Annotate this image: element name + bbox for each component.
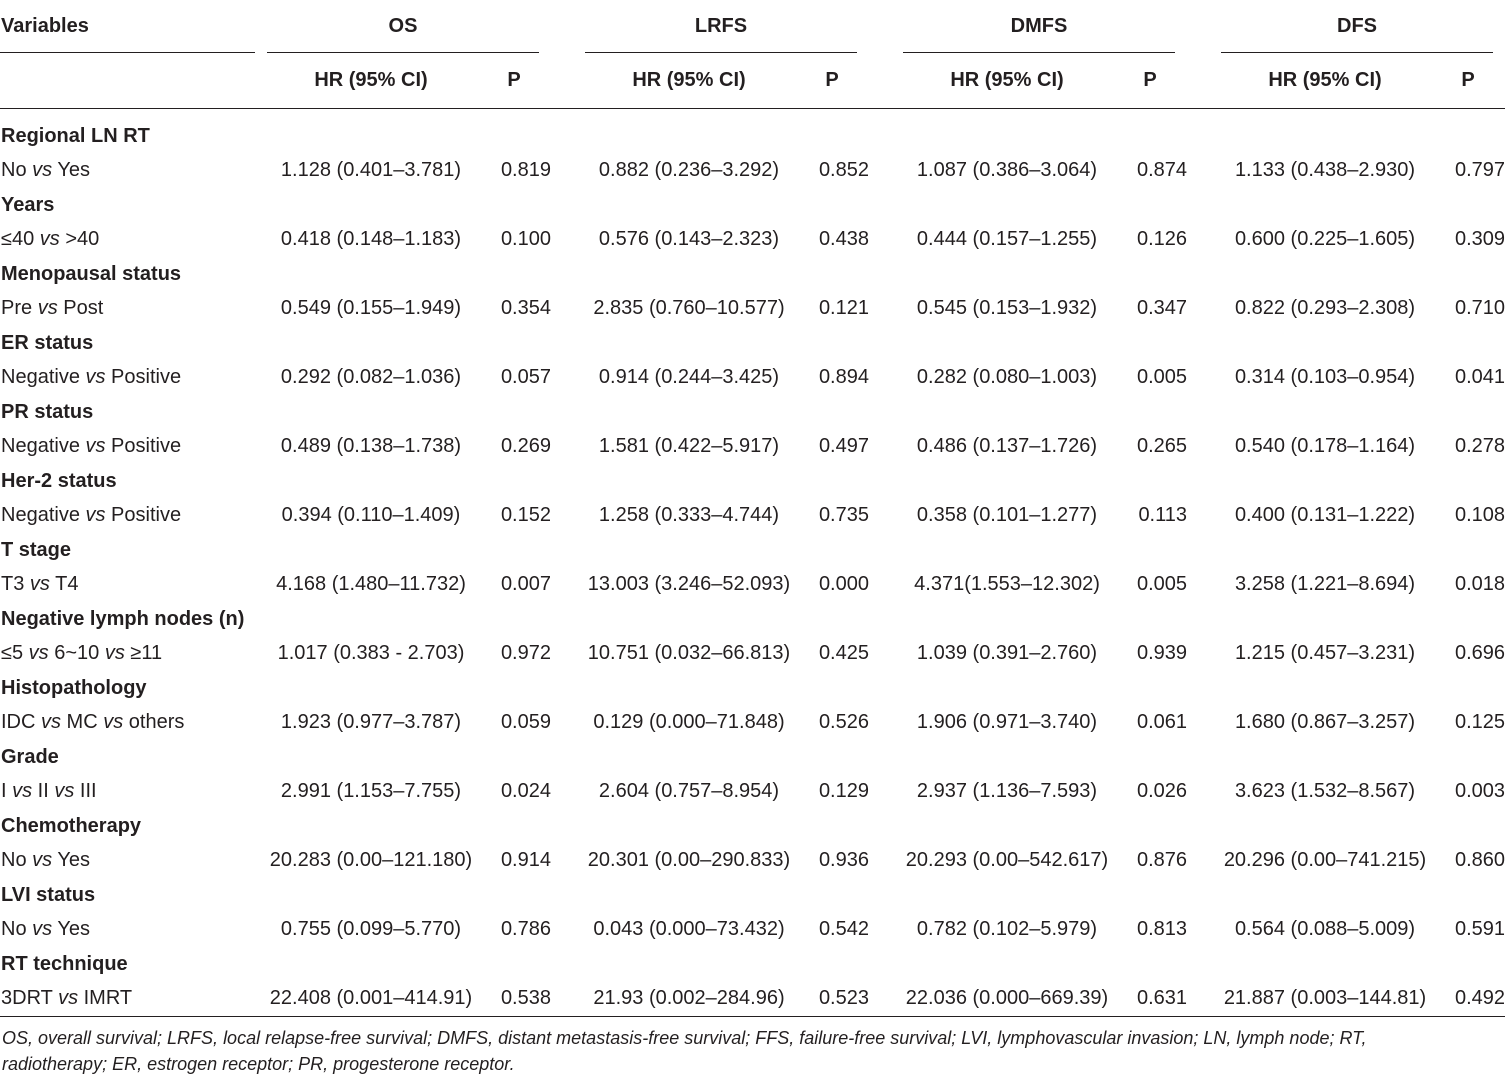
p-cell-lrfs: 0.000 [818,573,869,596]
p-cell-lrfs: 0.852 [818,159,869,182]
table-body [0,109,1505,1017]
group-gap [1187,844,1209,879]
category-row [0,326,1505,361]
p-cell-dfs: 0.696 [1454,642,1505,665]
group-gap [551,844,573,879]
hr-cell-dfs: 0.600 (0.225–1.605) [1234,228,1416,251]
hr-cell-dfs: 0.540 (0.178–1.164) [1234,435,1416,458]
hr-cell-dmfs: 1.906 (0.971–3.740) [916,711,1098,734]
group-gap [551,154,573,189]
category-label: Her-2 status [1,469,117,492]
p-cell-dmfs: 0.005 [1136,366,1188,389]
hr-cell-dmfs: 2.937 (1.136–7.593) [916,780,1098,803]
p-cell-dfs: 0.278 [1454,435,1505,458]
hr-cell-os: 0.394 (0.110–1.409) [281,504,461,527]
group-gap [551,637,573,672]
group-gap [551,499,573,534]
hr-cell-lrfs: 0.043 (0.000–73.432) [593,918,785,941]
category-label: Chemotherapy [1,814,142,837]
table-footnote: OS, overall survival; LRFS, local relapse-free survival; DMFS, distant metastasis-free survival; FFS, failure-free survival; LVI, lymphovascular invasion; LN, lymph node; RT, radiotherapy; ER, estrogen receptor; PR, progesterone receptor. [2,1028,1367,1074]
group-gap [869,775,891,810]
hr-cell-dfs: 1.133 (0.438–2.930) [1234,159,1416,182]
hr-cell-os: 1.923 (0.977–3.787) [280,711,462,734]
table-row [0,637,1505,672]
group-gap [551,706,573,741]
comparison-label: 3DRT vs IMRT [0,982,255,1017]
table-row [0,292,1505,327]
p-cell-dmfs: 0.265 [1136,435,1188,458]
table-row [0,775,1505,810]
hr-cell-dfs: 1.215 (0.457–3.231) [1234,642,1416,665]
group-gap [869,499,891,534]
hr-cell-lrfs: 0.576 (0.143–2.323) [598,228,780,251]
group-gap [1187,223,1209,258]
group-gap [869,637,891,672]
hr-cell-dmfs: 0.358 (0.101–1.277) [916,504,1098,527]
category-row [0,809,1505,844]
hr-cell-os: 1.017 (0.383 - 2.703) [277,642,465,665]
subheader-p-dfs: P [1431,53,1505,109]
hr-cell-lrfs: 2.835 (0.760–10.577) [593,297,785,320]
group-gap [869,568,891,603]
group-gap [551,0,573,53]
subheader-hr-os: HR (95% CI) [255,53,477,109]
category-row [0,257,1505,292]
table-header [0,0,1505,109]
p-cell-dfs: 0.492 [1431,982,1505,1017]
p-cell-os: 0.354 [500,297,551,320]
hr-cell-lrfs: 0.882 (0.236–3.292) [598,159,780,182]
group-gap [551,292,573,327]
hr-cell-dfs: 0.314 (0.103–0.954) [1234,366,1416,389]
comparison-label: Pre vs Post [1,297,104,320]
hr-cell-lrfs: 0.129 (0.000–71.848) [593,711,785,734]
group-gap [1187,430,1209,465]
p-cell-dfs: 0.309 [1454,228,1505,251]
hr-cell-dmfs: 1.087 (0.386–3.064) [916,159,1098,182]
table-row [0,499,1505,534]
p-cell-lrfs: 0.129 [818,780,869,803]
category-label: Regional LN RT [1,124,150,147]
p-cell-dmfs: 0.347 [1136,297,1188,320]
category-label: LVI status [1,883,96,906]
group-gap [551,568,573,603]
hr-cell-dmfs: 0.545 (0.153–1.932) [916,297,1098,320]
p-cell-lrfs: 0.526 [818,711,869,734]
header-row-subcolumns [0,53,1505,109]
hr-cell-dmfs: 0.282 (0.080–1.003) [916,366,1098,389]
group-gap [551,361,573,396]
category-label: PR status [1,400,94,423]
p-cell-os: 0.100 [500,228,551,251]
hr-cell-dmfs: 0.444 (0.157–1.255) [916,228,1098,251]
table-row [0,913,1505,948]
hr-cell-os: 2.991 (1.153–7.755) [280,780,462,803]
subheader-p-dmfs: P [1113,53,1187,109]
group-gap [551,430,573,465]
p-cell-dfs: 0.041 [1454,366,1505,389]
group-gap [1187,361,1209,396]
p-cell-os: 0.057 [500,366,551,389]
p-cell-dmfs: 0.874 [1136,159,1188,182]
comparison-label: Negative vs Positive [1,435,182,458]
comparison-label: IDC vs MC vs others [1,711,185,734]
p-cell-dmfs: 0.631 [1113,982,1187,1017]
p-cell-lrfs: 0.735 [818,504,869,527]
group-gap [551,223,573,258]
category-row [0,878,1505,913]
hr-cell-lrfs: 21.93 (0.002–284.96) [573,982,795,1017]
group-gap [1187,637,1209,672]
comparison-label: I vs II vs III [1,780,97,803]
hr-cell-os: 0.418 (0.148–1.183) [280,228,462,251]
p-cell-dmfs: 0.876 [1136,849,1188,872]
category-label: T stage [1,538,72,561]
table-row [0,844,1505,879]
p-cell-dfs: 0.125 [1454,711,1505,734]
category-label: Histopathology [1,676,147,699]
hr-cell-dmfs: 0.782 (0.102–5.979) [916,918,1098,941]
group-header-dfs: DFS [1209,0,1505,53]
table-row [0,706,1505,741]
group-gap [869,982,891,1017]
hr-cell-os: 0.755 (0.099–5.770) [280,918,462,941]
group-header-os: OS [255,0,551,53]
group-gap [551,982,573,1017]
group-gap [1187,499,1209,534]
variables-subheader-blank [0,53,255,109]
hr-cell-dfs: 1.680 (0.867–3.257) [1234,711,1416,734]
p-cell-os: 0.059 [500,711,551,734]
hr-cell-dmfs: 1.039 (0.391–2.760) [916,642,1098,665]
category-label: Menopausal status [1,262,182,285]
hr-cell-dmfs: 4.371(1.553–12.302) [914,573,1100,596]
group-gap [869,154,891,189]
comparison-label: No vs Yes [1,849,90,872]
category-label: Years [1,193,55,216]
group-gap [1187,568,1209,603]
group-gap [869,430,891,465]
category-row [0,188,1505,223]
p-cell-lrfs: 0.936 [818,849,869,872]
hr-cell-dfs: 21.887 (0.003–144.81) [1209,982,1431,1017]
hr-cell-os: 20.283 (0.00–121.180) [269,849,473,872]
comparison-label: Negative vs Positive [1,366,182,389]
hr-cell-os: 0.549 (0.155–1.949) [280,297,462,320]
group-gap [869,706,891,741]
p-cell-os: 0.914 [500,849,551,872]
p-cell-os: 0.786 [500,918,551,941]
p-cell-dmfs: 0.126 [1136,228,1188,251]
category-row [0,533,1505,568]
p-cell-lrfs: 0.425 [818,642,869,665]
category-row [0,947,1505,982]
group-gap [1187,982,1209,1017]
group-gap [551,913,573,948]
comparison-label: ≤5 vs 6~10 vs ≥11 [1,642,163,665]
hr-cell-lrfs: 1.258 (0.333–4.744) [598,504,780,527]
category-row [0,395,1505,430]
subheader-p-lrfs: P [795,53,869,109]
subheader-p-os: P [477,53,551,109]
comparison-label: Negative vs Positive [1,504,182,527]
category-label: ER status [1,331,94,354]
subheader-hr-lrfs: HR (95% CI) [573,53,795,109]
hr-cell-dfs: 0.564 (0.088–5.009) [1234,918,1416,941]
table-row [0,430,1505,465]
category-label: Grade [1,745,59,768]
p-cell-dmfs: 0.813 [1136,918,1188,941]
group-gap [1187,154,1209,189]
group-gap [869,361,891,396]
group-gap [869,53,891,109]
hr-cell-dmfs: 22.036 (0.000–669.39) [891,982,1113,1017]
hr-cell-os: 0.489 (0.138–1.738) [280,435,462,458]
variables-header: Variables [0,0,255,53]
comparison-label: No vs Yes [1,159,90,182]
hr-cell-lrfs: 20.301 (0.00–290.833) [587,849,791,872]
subheader-hr-dfs: HR (95% CI) [1209,53,1431,109]
comparison-label: ≤40 vs >40 [1,228,100,251]
p-cell-os: 0.819 [500,159,551,182]
group-gap [869,0,891,53]
hr-cell-os: 4.168 (1.480–11.732) [276,573,466,596]
p-cell-os: 0.152 [500,504,551,527]
group-gap [551,53,573,109]
p-cell-os: 0.972 [500,642,551,665]
p-cell-dmfs: 0.005 [1136,573,1188,596]
p-cell-lrfs: 0.121 [818,297,869,320]
hr-cell-dmfs: 0.486 (0.137–1.726) [916,435,1098,458]
comparison-label: T3 vs T4 [1,573,79,596]
group-header-lrfs: LRFS [573,0,869,53]
p-cell-lrfs: 0.542 [818,918,869,941]
group-gap [869,844,891,879]
p-cell-os: 0.538 [477,982,551,1017]
p-cell-dmfs: 0.026 [1136,780,1188,803]
p-cell-os: 0.024 [500,780,551,803]
group-gap [1187,706,1209,741]
hr-cell-lrfs: 0.914 (0.244–3.425) [598,366,780,389]
hr-cell-os: 1.128 (0.401–3.781) [280,159,462,182]
category-row [0,740,1505,775]
table-row [0,361,1505,396]
p-cell-dmfs: 0.113 [1138,504,1188,527]
header-row-groups [0,0,1505,53]
p-cell-dfs: 0.108 [1454,504,1505,527]
p-cell-lrfs: 0.894 [818,366,869,389]
p-cell-dmfs: 0.939 [1136,642,1188,665]
group-gap [869,913,891,948]
hr-cell-dfs: 0.822 (0.293–2.308) [1234,297,1416,320]
table-row [0,154,1505,189]
group-gap [1187,53,1209,109]
comparison-label: No vs Yes [1,918,90,941]
group-gap [1187,913,1209,948]
group-header-dmfs: DMFS [891,0,1187,53]
category-row [0,109,1505,154]
hr-cell-os: 0.292 (0.082–1.036) [280,366,462,389]
hr-cell-lrfs: 2.604 (0.757–8.954) [598,780,780,803]
group-gap [1187,775,1209,810]
p-cell-os: 0.007 [500,573,551,596]
group-gap [869,223,891,258]
p-cell-dfs: 0.860 [1454,849,1505,872]
table-row [0,568,1505,603]
hr-cell-lrfs: 1.581 (0.422–5.917) [598,435,780,458]
category-row [0,671,1505,706]
hr-cell-lrfs: 13.003 (3.246–52.093) [587,573,791,596]
p-cell-dfs: 0.003 [1454,780,1505,803]
table-row [0,982,1505,1017]
hr-cell-dfs: 3.623 (1.532–8.567) [1234,780,1416,803]
category-label: RT technique [1,952,128,975]
group-gap [869,292,891,327]
category-row [0,464,1505,499]
hr-cell-dfs: 20.296 (0.00–741.215) [1223,849,1427,872]
group-gap [1187,0,1209,53]
hr-cell-dfs: 3.258 (1.221–8.694) [1234,573,1416,596]
p-cell-dfs: 0.018 [1454,573,1505,596]
p-cell-dfs: 0.710 [1454,297,1505,320]
category-row [0,602,1505,637]
table-row [0,223,1505,258]
p-cell-dmfs: 0.061 [1136,711,1188,734]
hr-cell-os: 22.408 (0.001–414.91) [255,982,477,1017]
p-cell-os: 0.269 [500,435,551,458]
p-cell-lrfs: 0.438 [818,228,869,251]
hr-cell-lrfs: 10.751 (0.032–66.813) [587,642,791,665]
group-gap [1187,292,1209,327]
p-cell-dfs: 0.797 [1454,159,1505,182]
p-cell-lrfs: 0.523 [795,982,869,1017]
hr-cell-dmfs: 20.293 (0.00–542.617) [905,849,1109,872]
hr-cell-dfs: 0.400 (0.131–1.222) [1234,504,1416,527]
p-cell-dfs: 0.591 [1454,918,1505,941]
category-label: Negative lymph nodes (n) [1,607,245,630]
subheader-hr-dmfs: HR (95% CI) [891,53,1113,109]
p-cell-lrfs: 0.497 [818,435,869,458]
group-gap [551,775,573,810]
